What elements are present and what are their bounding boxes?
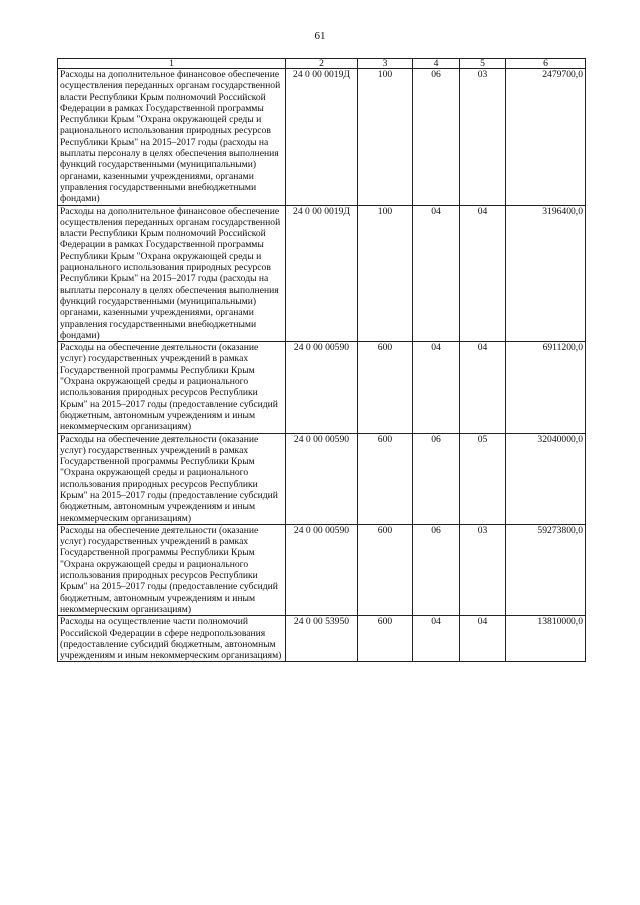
expense-description: Расходы на осуществление части полномочий Российской Федерации в сфере недропользования (предоставление субсидий бюджетным, автономным учреждениям и иным некоммерческим организациям) [58,616,286,662]
program-code: 24 0 00 0019Д [286,205,358,342]
expense-type-code: 600 [358,616,413,662]
section-code: 04 [413,616,460,662]
expense-type-code: 600 [358,433,413,524]
expense-description: Расходы на дополнительное финансовое обеспечение осуществления переданных органам государственной власти Республики Крым полномочий Российской Федерации в рамках Государственной программы Республики Крым "Охрана окружающей среды и рационального использования природных ресурсов Республики Крым" на 2015–2017 годы (расходы на выплаты персоналу в целях обеспечения выполнения функций государственными (муниципальными) органами, казенными учреждениями, органами управления государственными внебюджетными фондами) [58,205,286,342]
table-header-row [58,59,586,69]
amount: 3196400,0 [506,205,586,342]
table-row [58,342,586,433]
program-code: 24 0 00 53950 [286,616,358,662]
table-row [58,433,586,524]
section-code: 06 [413,433,460,524]
amount: 6911200,0 [506,342,586,433]
program-code: 24 0 00 00590 [286,433,358,524]
table-row [58,69,586,206]
expense-type-code: 100 [358,69,413,206]
expense-description: Расходы на дополнительное финансовое обеспечение осуществления переданных органам государственной власти Республики Крым полномочий Российской Федерации в рамках Государственной программы Республики Крым "Охрана окружающей среды и рационального использования природных ресурсов Республики Крым" на 2015–2017 годы (расходы на выплаты персоналу в целях обеспечения выполнения функций государственными (муниципальными) органами, казенными учреждениями, органами управления государственными внебюджетными фондами) [58,69,286,206]
expense-description: Расходы на обеспечение деятельности (оказание услуг) государственных учреждений в рамках Государственной программы Республики Крым "Охрана окружающей среды и рационального использования природных ресурсов Республики Крым" на 2015–2017 годы (предоставление субсидий бюджетным, автономным учреждениям и иным некоммерческим организациям) [58,433,286,524]
table-row [58,524,586,615]
program-code: 24 0 00 00590 [286,342,358,433]
column-header: 3 [358,59,413,69]
amount: 32040000,0 [506,433,586,524]
subsection-code: 03 [460,69,506,206]
subsection-code: 04 [460,616,506,662]
amount: 59273800,0 [506,524,586,615]
expense-description: Расходы на обеспечение деятельности (оказание услуг) государственных учреждений в рамках Государственной программы Республики Крым "Охрана окружающей среды и рационального использования природных ресурсов Республики Крым" на 2015–2017 годы (предоставление субсидий бюджетным, автономным учреждениям и иным некоммерческим организациям) [58,524,286,615]
section-code: 06 [413,69,460,206]
subsection-code: 04 [460,205,506,342]
page-number: 61 [314,30,326,42]
expense-description: Расходы на обеспечение деятельности (оказание услуг) государственных учреждений в рамках Государственной программы Республики Крым "Охрана окружающей среды и рационального использования природных ресурсов Республики Крым" на 2015–2017 годы (предоставление субсидий бюджетным, автономным учреждениям и иным некоммерческим организациям) [58,342,286,433]
column-header: 6 [506,59,586,69]
column-header: 5 [460,59,506,69]
subsection-code: 03 [460,524,506,615]
program-code: 24 0 00 00590 [286,524,358,615]
expense-type-code: 600 [358,524,413,615]
subsection-code: 04 [460,342,506,433]
section-code: 06 [413,524,460,615]
amount: 13810000,0 [506,616,586,662]
column-header: 2 [286,59,358,69]
expense-type-code: 100 [358,205,413,342]
table-row [58,616,586,662]
budget-table [57,58,586,662]
section-code: 04 [413,342,460,433]
column-header: 1 [58,59,286,69]
table-row [58,205,586,342]
section-code: 04 [413,205,460,342]
amount: 2479700,0 [506,69,586,206]
subsection-code: 05 [460,433,506,524]
expense-type-code: 600 [358,342,413,433]
column-header: 4 [413,59,460,69]
program-code: 24 0 00 0019Д [286,69,358,206]
